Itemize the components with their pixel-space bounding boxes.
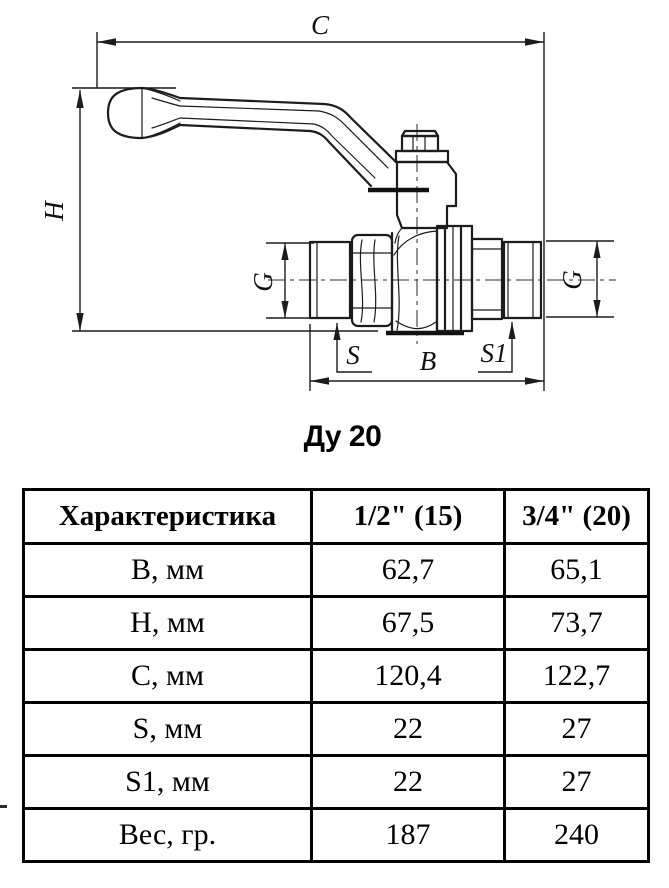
dim-label-g-left: G xyxy=(248,272,278,292)
header-row xyxy=(24,490,649,544)
col-header-size-15: 1/2" (15) xyxy=(312,490,505,544)
spec-table xyxy=(22,488,650,863)
dimension-lines xyxy=(72,32,614,391)
row-label-cell: C, мм xyxy=(24,650,312,703)
valve-body-outline xyxy=(310,131,541,333)
value-cell: 122,7 xyxy=(505,650,649,703)
row-label-cell: Вес, гр. xyxy=(24,809,312,862)
value-cell: 22 xyxy=(312,703,505,756)
table-row xyxy=(24,756,649,809)
table-row xyxy=(24,650,649,703)
dim-label-b: B xyxy=(419,346,437,376)
value-cell: 27 xyxy=(505,756,649,809)
value-cell: 27 xyxy=(505,703,649,756)
col-header-size-20: 3/4" (20) xyxy=(505,490,649,544)
dim-label-s1: S1 xyxy=(480,338,508,368)
value-cell: 187 xyxy=(312,809,505,862)
row-label-cell: B, мм xyxy=(24,544,312,597)
scan-artifact-dash xyxy=(0,805,7,808)
table-row xyxy=(24,703,649,756)
row-label-cell: S1, мм xyxy=(24,756,312,809)
value-cell: 62,7 xyxy=(312,544,505,597)
table-row xyxy=(24,809,649,862)
value-cell: 240 xyxy=(505,809,649,862)
col-header-characteristic: Характеристика xyxy=(24,490,312,544)
dim-label-h: H xyxy=(39,201,69,221)
table-row xyxy=(24,544,649,597)
row-label-cell: S, мм xyxy=(24,703,312,756)
centerlines xyxy=(268,124,616,344)
value-cell: 67,5 xyxy=(312,597,505,650)
dim-label-s: S xyxy=(346,340,360,370)
value-cell: 65,1 xyxy=(505,544,649,597)
valve-handle xyxy=(108,88,429,190)
value-cell: 120,4 xyxy=(312,650,505,703)
dim-label-g-right: G xyxy=(557,270,587,290)
value-cell: 22 xyxy=(312,756,505,809)
drawing-caption: Ду 20 xyxy=(303,420,382,453)
value-cell: 73,7 xyxy=(505,597,649,650)
table-row xyxy=(24,597,649,650)
row-label-cell: H, мм xyxy=(24,597,312,650)
dim-label-c: C xyxy=(310,10,330,40)
